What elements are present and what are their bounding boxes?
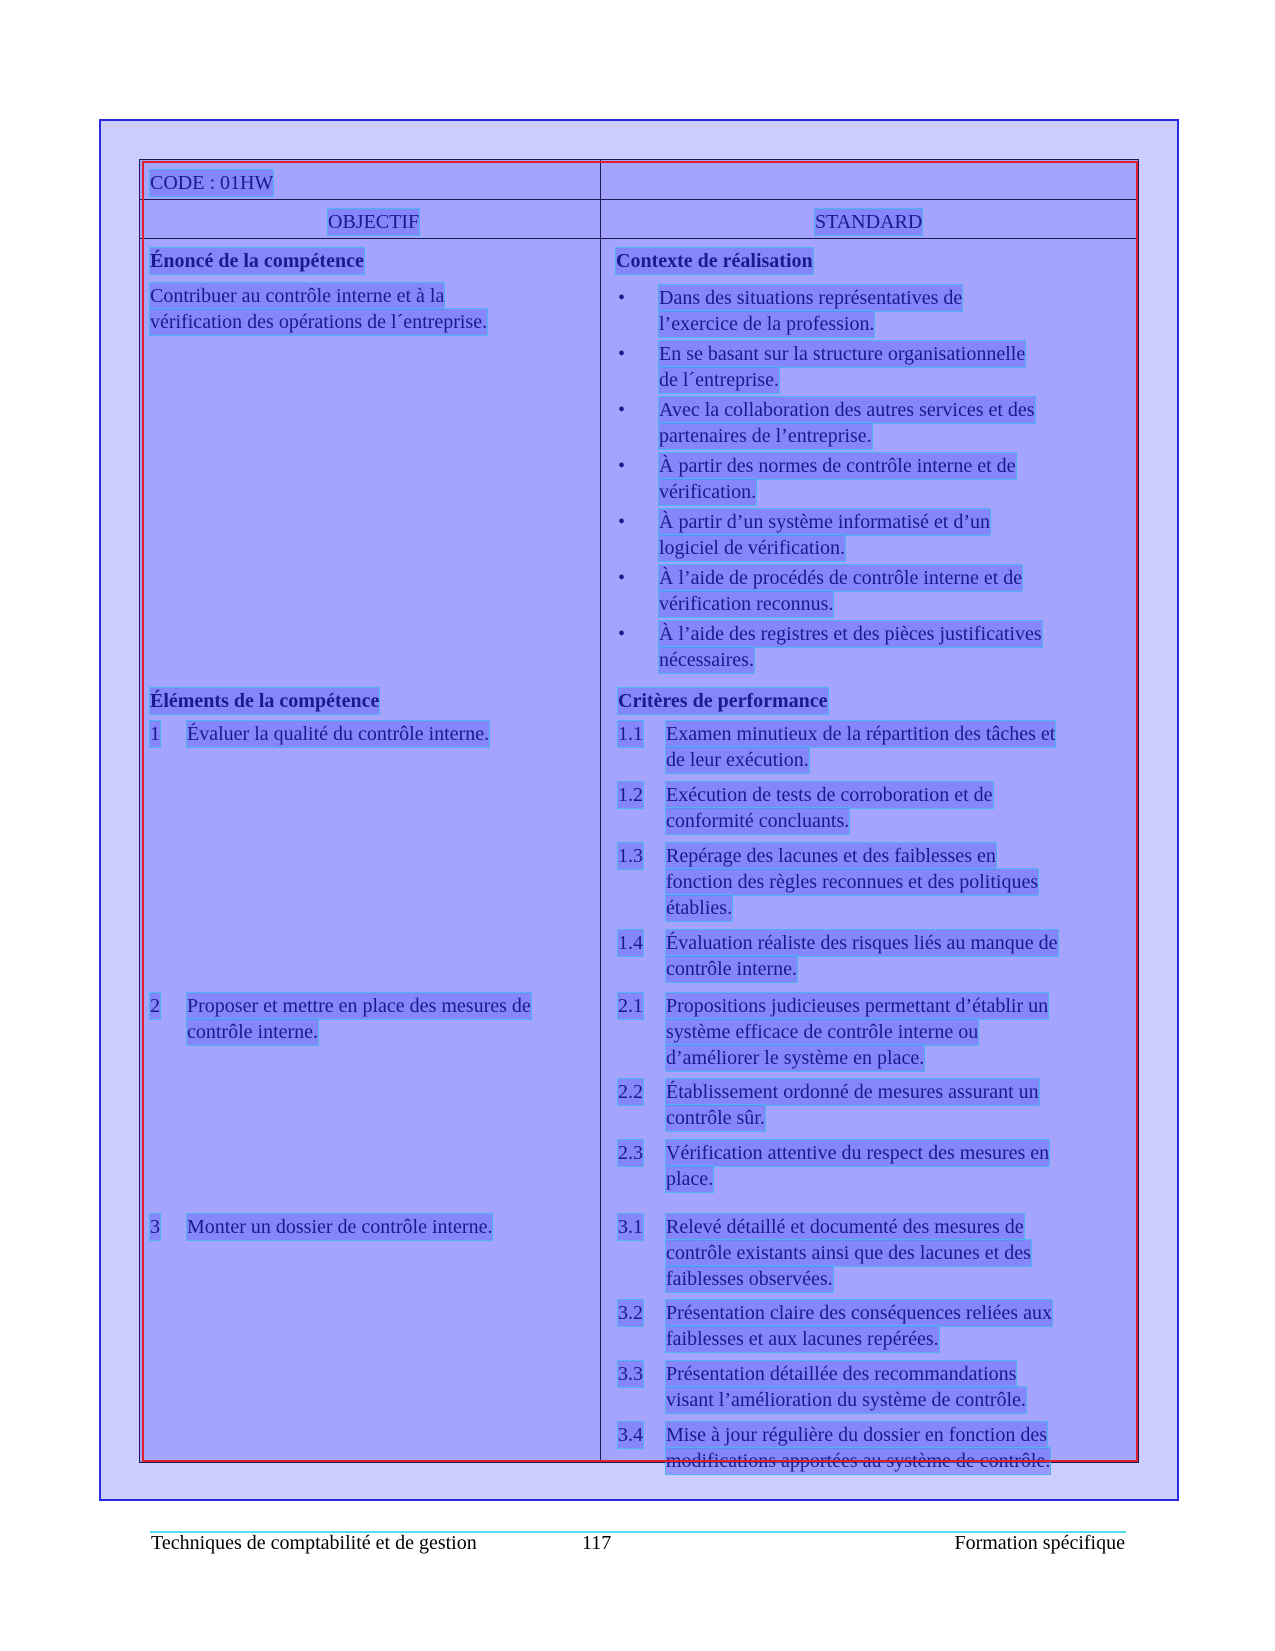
critere-number: 3.2: [618, 1302, 643, 1324]
critere-line: système efficace de contrôle interne ou: [666, 1021, 979, 1043]
contexte-item-line: logiciel de vérification.: [659, 537, 846, 559]
bullet-icon: •: [618, 343, 626, 365]
critere-number: 3.1: [618, 1216, 643, 1238]
elements-heading: Éléments de la compétence: [150, 690, 380, 712]
criteres-heading: Critères de performance: [618, 690, 828, 712]
critere-line: Repérage des lacunes et des faiblesses en: [666, 845, 996, 867]
contexte-item-line: Avec la collaboration des autres services et des: [659, 399, 1035, 421]
critere-line: d’améliorer le système en place.: [666, 1047, 925, 1069]
standard-header: STANDARD: [815, 211, 923, 233]
contexte-item-line: partenaires de l’entreprise.: [659, 425, 872, 447]
bullet-icon: •: [618, 511, 626, 533]
critere-line: place.: [666, 1168, 714, 1190]
element-line: Proposer et mettre en place des mesures de: [187, 995, 531, 1017]
enonce-line: vérification des opérations de l´entreprise.: [150, 311, 488, 333]
element-number: 1: [150, 723, 160, 745]
element-number: 2: [150, 995, 160, 1017]
enonce-heading: Énoncé de la compétence: [150, 250, 364, 272]
contexte-item-line: vérification reconnus.: [659, 593, 834, 615]
element-line: contrôle interne.: [187, 1021, 319, 1043]
critere-line: Relevé détaillé et documenté des mesures de: [666, 1216, 1024, 1238]
critere-number: 3.4: [618, 1424, 643, 1446]
critere-number: 1.3: [618, 845, 643, 867]
code-label: CODE : 01HW: [150, 172, 274, 194]
contexte-item-line: de l´entreprise.: [659, 369, 779, 391]
element-line: Évaluer la qualité du contrôle interne.: [187, 723, 490, 745]
critere-line: contrôle sûr.: [666, 1107, 765, 1129]
critere-line: modifications apportées au système de contrôle.: [666, 1450, 1051, 1472]
bullet-icon: •: [618, 287, 626, 309]
critere-line: établies.: [666, 897, 733, 919]
critere-line: Établissement ordonné de mesures assurant un: [666, 1081, 1039, 1103]
critere-line: conformité concluants.: [666, 810, 850, 832]
contexte-item-line: nécessaires.: [659, 649, 754, 671]
critere-line: de leur exécution.: [666, 749, 809, 771]
critere-line: Exécution de tests de corroboration et de: [666, 784, 993, 806]
critere-line: Vérification attentive du respect des mesures en: [666, 1142, 1050, 1164]
critere-number: 1.1: [618, 723, 643, 745]
critere-line: Évaluation réaliste des risques liés au manque de: [666, 932, 1058, 954]
critere-line: Mise à jour régulière du dossier en fonction des: [666, 1424, 1048, 1446]
column-divider: [600, 159, 601, 1463]
contexte-item-line: À l’aide des registres et des pièces justificatives: [659, 623, 1042, 645]
critere-line: Présentation détaillée des recommandations: [666, 1363, 1017, 1385]
element-number: 3: [150, 1216, 160, 1238]
footer-program: Techniques de comptabilité et de gestion: [151, 1532, 477, 1554]
footer-section: Formation spécifique: [954, 1532, 1125, 1554]
row-divider: [139, 199, 1139, 200]
contexte-item-line: En se basant sur la structure organisationnelle: [659, 343, 1026, 365]
element-line: Monter un dossier de contrôle interne.: [187, 1216, 493, 1238]
bullet-icon: •: [618, 567, 626, 589]
bullet-icon: •: [618, 399, 626, 421]
contexte-item-line: À partir des normes de contrôle interne et de: [659, 455, 1016, 477]
contexte-item-line: À partir d’un système informatisé et d’un: [659, 511, 991, 533]
critere-line: visant l’amélioration du système de contrôle.: [666, 1389, 1026, 1411]
contexte-item-line: vérification.: [659, 481, 757, 503]
critere-line: contrôle interne.: [666, 958, 798, 980]
contexte-item-line: l’exercice de la profession.: [659, 313, 875, 335]
contexte-item-line: À l’aide de procédés de contrôle interne et de: [659, 567, 1023, 589]
page-number: 117: [582, 1532, 612, 1554]
critere-number: 1.4: [618, 932, 643, 954]
critere-line: Examen minutieux de la répartition des tâches et: [666, 723, 1056, 745]
contexte-item-line: Dans des situations représentatives de: [659, 287, 963, 309]
critere-number: 1.2: [618, 784, 643, 806]
critere-number: 2.1: [618, 995, 643, 1017]
critere-line: contrôle existants ainsi que des lacunes et des: [666, 1242, 1031, 1264]
critere-number: 2.3: [618, 1142, 643, 1164]
critere-line: faiblesses et aux lacunes repérées.: [666, 1328, 939, 1350]
row-divider: [139, 238, 1139, 239]
critere-line: faiblesses observées.: [666, 1268, 833, 1290]
contexte-heading: Contexte de réalisation: [616, 250, 813, 272]
objectif-header: OBJECTIF: [328, 211, 420, 233]
critere-line: Présentation claire des conséquences reliées aux: [666, 1302, 1052, 1324]
critere-line: fonction des règles reconnues et des politiques: [666, 871, 1039, 893]
critere-number: 2.2: [618, 1081, 643, 1103]
critere-line: Propositions judicieuses permettant d’établir un: [666, 995, 1049, 1017]
enonce-line: Contribuer au contrôle interne et à la: [150, 285, 445, 307]
bullet-icon: •: [618, 623, 626, 645]
critere-number: 3.3: [618, 1363, 643, 1385]
bullet-icon: •: [618, 455, 626, 477]
